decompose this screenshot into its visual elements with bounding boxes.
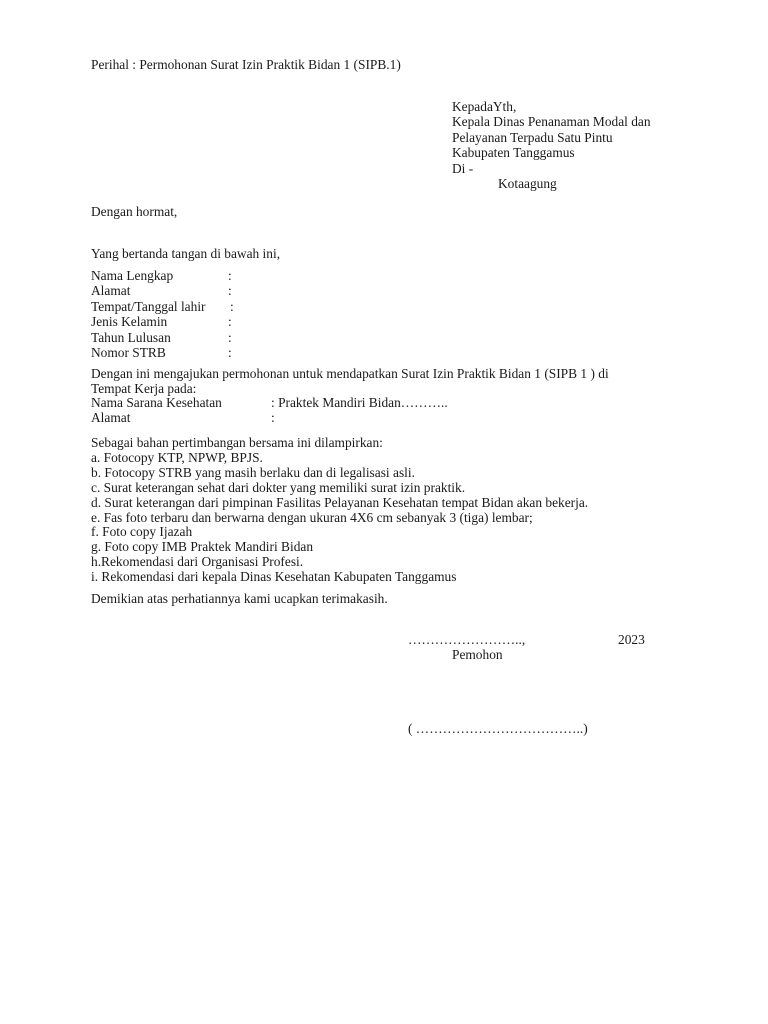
list-item: i. Rekomendasi dari kepala Dinas Kesehatan Kabupaten Tanggamus [91,569,457,585]
field-colon: : [228,344,232,360]
field-colon: : [228,268,232,283]
field-colon: : [230,298,234,314]
list-item: c. Surat keterangan sehat dari dokter yang memiliki surat izin praktik. [91,479,466,495]
signature-year: 2023 [618,632,645,647]
field-label: Nama Lengkap [91,268,174,283]
workplace-value: : Praktek Mandiri Bidan……….. [271,395,448,410]
signature-name-placeholder: ( ………………………………..) [408,721,588,736]
signature-role: Pemohon [452,647,503,662]
recipient-di: Di - [452,160,474,176]
recipient-greeting: KepadaYth, [452,99,517,114]
recipient-title-line-1: Kepala Dinas Penanaman Modal dan [452,114,651,130]
field-label: Alamat [91,283,131,299]
workplace-label: Alamat [91,410,131,426]
closing-text: Demikian atas perhatiannya kami ucapkan terimakasih. [91,591,388,606]
list-item: d. Surat keterangan dari pimpinan Fasilitas Pelayanan Kesehatan tempat Bidan akan bekerja. [91,494,589,510]
intro-text: Yang bertanda tangan di bawah ini, [91,246,281,261]
workplace-value: : [271,410,275,426]
list-item: a. Fotocopy KTP, NPWP, BPJS. [91,449,263,465]
letter-subject: Perihal : Permohonan Surat Izin Praktik Bidan 1 (SIPB.1) [91,57,401,72]
request-paragraph [91,366,609,397]
request-line-2: Tempat Kerja pada: [91,381,197,397]
field-label: Jenis Kelamin [91,314,168,330]
signature-date-placeholder: …………………….., [408,632,526,647]
recipient-regency: Kabupaten Tanggamus [452,145,575,161]
field-label: Tahun Lulusan [91,329,171,345]
list-item: b. Fotocopy STRB yang masih berlaku dan di legalisasi asli. [91,464,415,480]
field-label: Tempat/Tanggal lahir [91,298,206,314]
list-item: e. Fas foto terbaru dan berwarna dengan ukuran 4X6 cm sebanyak 3 (tiga) lembar; [91,509,533,525]
request-line-1: Dengan ini mengajukan permohonan untuk mendapatkan Surat Izin Praktik Bidan 1 (SIPB 1 ) di [91,366,609,381]
list-item: g. Foto copy IMB Praktek Mandiri Bidan [91,539,314,555]
field-colon: : [228,329,232,345]
recipient-city: Kotaagung [498,176,557,192]
recipient-title-line-2: Pelayanan Terpadu Satu Pintu [452,129,613,145]
workplace-label: Nama Sarana Kesehatan [91,395,222,410]
attachments-intro: Sebagai bahan pertimbangan bersama ini dilampirkan: [91,435,383,450]
field-colon: : [228,283,232,299]
field-colon: : [228,314,232,330]
list-item: h.Rekomendasi dari Organisasi Profesi. [91,554,304,570]
salutation: Dengan hormat, [91,204,178,219]
recipient-block [452,99,651,191]
field-label: Nomor STRB [91,344,166,360]
attachments-list [91,436,588,585]
list-item: f. Foto copy Ijazah [91,524,193,540]
